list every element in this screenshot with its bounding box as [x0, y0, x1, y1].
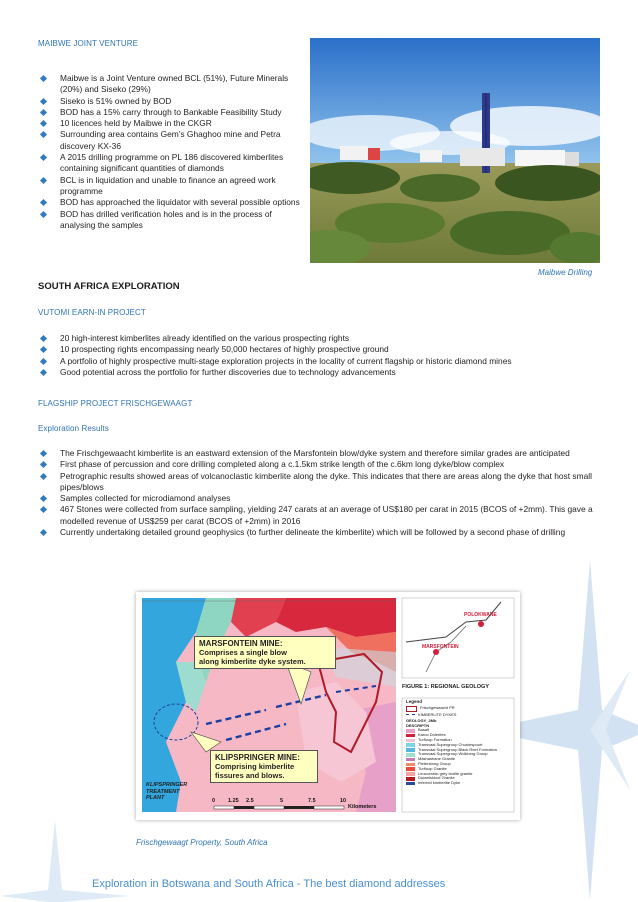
scale-tick: 5 [280, 798, 284, 804]
plant-label-line: TREATMENT [146, 788, 180, 795]
klipspringer-desc: Comprising kimberlite [215, 762, 295, 771]
klipspringer-title: KLIPSPRINGER MINE: [215, 753, 300, 762]
geology-label: Karoo Dolerites [418, 732, 446, 738]
geology-swatch-icon [406, 743, 415, 747]
list-item: BOD has approached the liquidator with several possible options [38, 197, 300, 208]
geology-swatch-icon [406, 767, 415, 771]
list-item: Petrographic results showed areas of volcanoclastic kimberlite along the dyke. This indicates that there are areas along the dyke that host small pipes/blows [38, 471, 598, 494]
list-item: First phase of percussion and core drilling completed along a c.1.5km strike length of the c.6km long dyke/blow complex [38, 459, 598, 470]
geology-label: Transvaal Supergroup Wolkberg Group [418, 751, 488, 757]
geology-label: Basalt [418, 727, 430, 733]
section-heading-south-africa: SOUTH AFRICA EXPLORATION [38, 281, 180, 292]
plant-label-line: KLIPSPRINGER [146, 782, 188, 788]
section-label-flagship: FLAGSHIP PROJECT FRISCHGEWAAGT [38, 399, 193, 408]
geology-label: Inferred kimberlite Dyke [418, 780, 461, 786]
list-item: BOD has a 15% carry through to Bankable Feasibility Study [38, 107, 300, 118]
geology-label: Leucocratic grey biotite granite [418, 770, 473, 776]
list-item: BCL is in liquidation and unable to finance an agreed work programme [38, 175, 300, 198]
legend-title: Legend [406, 699, 423, 704]
scale-unit: Kilometers [348, 804, 377, 810]
geology-swatch-icon [406, 734, 415, 738]
scale-tick: 7.5 [308, 798, 316, 804]
legend-item [406, 713, 512, 718]
scale-tick: 0 [212, 798, 216, 804]
geology-subtitle: DESCRIPTN [406, 722, 430, 728]
geology-legend-row [406, 781, 512, 786]
list-item: BOD has drilled verification holes and is in the process of analysing the samples [38, 209, 300, 232]
list-item: 20 high-interest kimberlites already identified on the various prospecting rights [38, 333, 598, 344]
legend-item-label: Frischgewaacht PR [420, 705, 455, 711]
legend-swatch-icon [406, 706, 417, 712]
geology-label: Duiwelskloof Granite [418, 775, 455, 781]
list-item: A 2015 drilling programme on PL 186 discovered kimberlites containing significant quantities of diamonds [38, 152, 300, 175]
regional-geology-figure [136, 592, 520, 820]
geology-label: Mashashane Granite [418, 756, 456, 762]
geology-swatch-icon [406, 739, 415, 743]
klipspringer-callout [210, 750, 318, 783]
list-item: 467 Stones were collected from surface sampling, yielding 247 carats at an average of US$180 per carat in 2015 (BCOS of +2mm). This gave a modelled revenue of US$259 per carat (BCOS of +2mm) in 2016 [38, 504, 598, 527]
figure-title: FIGURE 1: REGIONAL GEOLOGY [402, 684, 489, 690]
geology-swatch-icon [406, 763, 415, 767]
marsfontein-desc: Comprises a single blow [199, 648, 287, 657]
list-item: 10 licences held by Maibwe in the CKGR [38, 118, 300, 129]
map-legend [406, 700, 512, 786]
legend-item-label: KIMBERLITE DYKES [418, 711, 457, 717]
results-bullet-list [38, 448, 598, 538]
list-item: Surrounding area contains Gem’s Ghaghoo mine and Petra discovery KX-36 [38, 129, 300, 152]
scale-tick: 1.25 [228, 798, 239, 804]
geology-swatch-icon [406, 772, 415, 776]
list-item: Samples collected for microdiamond analyses [38, 493, 598, 504]
geology-label: Turfloop Granite [418, 765, 447, 771]
geology-label: Transvaal Supergroup Black Reef Formation [418, 746, 497, 752]
footer-text: Exploration in Botswana and South Africa - The best diamond addresses [92, 878, 446, 890]
list-item: Good potential across the portfolio for further discoveries due to technology advancements [38, 367, 598, 378]
legend-item [406, 706, 512, 712]
geology-label: Turfloop Formation [418, 737, 452, 743]
scale-tick: 2.5 [246, 798, 254, 804]
geology-label: Transvaal Supergroup Chuniespoort [418, 741, 483, 747]
section-label-vutomi: VUTOMI EARN-IN PROJECT [38, 308, 146, 317]
inset-label-polokwane: POLOKWANE [464, 612, 497, 618]
marsfontein-desc: along kimberlite dyke system. [199, 657, 306, 666]
klipspringer-desc: fissures and blows. [215, 771, 285, 780]
geology-swatch-icon [406, 729, 415, 733]
marsfontein-title: MARSFONTEIN MINE: [199, 639, 283, 648]
maibwe-drilling-photo [310, 38, 600, 263]
list-item: Maibwe is a Joint Venture owned BCL (51%), Future Minerals (20%) and Siseko (29%) [38, 73, 300, 96]
list-item: Siseko is 51% owned by BOD [38, 96, 300, 107]
geology-swatch-icon [406, 748, 415, 752]
geology-swatch-icon [406, 758, 415, 762]
geology-label: Pietersburg Group [418, 761, 451, 767]
legend-swatch-icon [406, 714, 415, 715]
photo-caption: Maibwe Drilling [538, 268, 593, 277]
marsfontein-callout [194, 636, 336, 669]
geology-title: GEOLOGY_2Mb [406, 718, 437, 724]
maibwe-bullet-list [38, 73, 300, 231]
list-item: A portfolio of highly prospective multi-stage exploration projects in the locality of current flagship or historic diamond mines [38, 356, 598, 367]
list-item: Currently undertaking detailed ground geophysics (to further delineate the kimberlite) which will be followed by a second phase of drilling [38, 527, 598, 538]
scale-tick: 10 [340, 798, 347, 804]
geology-swatch-icon [406, 753, 415, 757]
section-label-results: Exploration Results [38, 424, 109, 433]
geology-list [406, 728, 512, 786]
klipspringer-plant-label [146, 782, 187, 802]
map-caption: Frischgewaagt Property, South Africa [136, 838, 268, 847]
list-item: The Frischgewaacht kimberlite is an eastward extension of the Marsfontein blow/dyke system and therefore similar grades are anticipated [38, 448, 598, 459]
geology-swatch-icon [406, 777, 415, 781]
plant-label-line: PLANT [146, 795, 165, 801]
vutomi-bullet-list [38, 333, 598, 378]
section-label-maibwe: MAIBWE JOINT VENTURE [38, 39, 139, 48]
inset-label-marsfontein: MARSFONTEIN [422, 644, 459, 650]
list-item: 10 prospecting rights encompassing nearly 50,000 hectares of highly prospective ground [38, 344, 598, 355]
geology-swatch-icon [406, 782, 415, 786]
